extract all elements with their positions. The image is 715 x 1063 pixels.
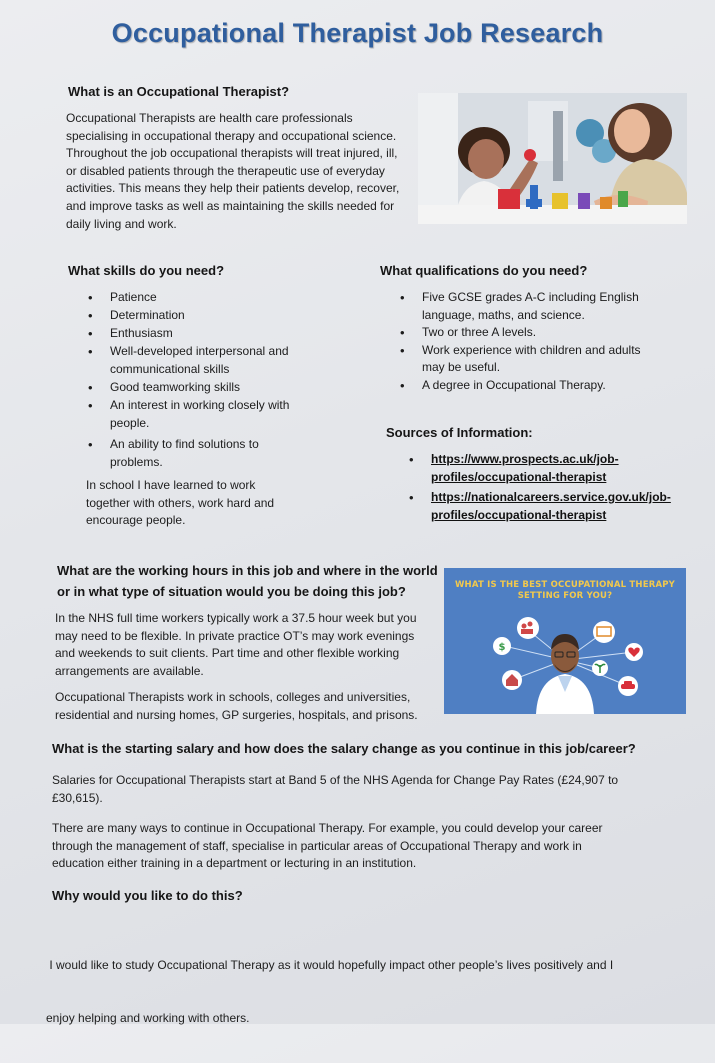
intro-heading: What is an Occupational Therapist? — [68, 84, 290, 99]
list-item: • Enthusiasm — [88, 325, 338, 343]
list-item: • An ability to find solutions to problems. — [88, 436, 338, 471]
source-link-item — [409, 489, 699, 524]
qualifications-heading: What qualifications do you need? — [380, 263, 588, 278]
list-item: • Two or three A levels. — [400, 324, 690, 342]
intro-line: activities. This means they help their patients develop, recover, — [66, 181, 400, 196]
intro-line: Occupational Therapists are health care professionals — [66, 111, 353, 125]
skills-heading: What skills do you need? — [68, 263, 225, 278]
photo-illustration — [418, 93, 687, 224]
sources-heading: Sources of Information: — [386, 425, 533, 440]
workplaces-paragraph: Occupational Therapists work in schools, colleges and universities, residential and nursing homes, GP surgeries, hospitals, and prisons. — [55, 690, 418, 722]
source-link-item — [409, 451, 699, 486]
list-item: • Five GCSE grades A-C including English language, maths, and science. — [400, 289, 690, 324]
plant-icon — [592, 660, 608, 676]
dollar-icon — [493, 637, 511, 655]
house-icon — [502, 670, 522, 690]
school-line: encourage people. — [86, 513, 186, 528]
sources-list — [409, 451, 699, 524]
list-item: • Determination — [88, 307, 338, 325]
career-progression-paragraph: There are many ways to continue in Occupational Therapy. For example, you could develop your career through the management of staff, specialise in particular areas of Occupational Therapy and work in education either training in a department or lecturing in an institution. — [52, 821, 603, 871]
infographic-illustration — [444, 568, 686, 714]
intro-line: specialising in occupational therapy and occupational science. — [66, 128, 397, 143]
svg-text:$: $ — [498, 642, 506, 653]
intro-paragraph — [66, 110, 416, 233]
page-title: Occupational Therapist Job Research — [111, 18, 604, 48]
skills-list — [88, 289, 338, 472]
why-heading: Why would you like to do this? — [52, 888, 243, 903]
people-group-icon — [517, 617, 539, 639]
therapist-child-photo — [418, 93, 687, 224]
car-icon — [618, 676, 638, 696]
presentation-board-icon — [593, 621, 615, 643]
heart-icon — [625, 643, 643, 661]
salary-paragraph: Salaries for Occupational Therapists start at Band 5 of the NHS Agenda for Change Pay Rates (£24,907 to £30,615). — [52, 773, 619, 805]
list-item: • Work experience with children and adults may be useful. — [400, 342, 690, 377]
hours-heading: What are the working hours in this job and where in the world or in what type of situation would you be doing this job? — [57, 563, 438, 599]
intro-line: or disabled patients through the therapeutic use of everyday — [66, 163, 385, 178]
hours-paragraph: In the NHS full time workers typically work a 37.5 hour week but you may need to be flexible. In private practice OT’s may work evenings and weekends to suit clients. Part time and other flexible working arrangements are available. — [55, 611, 417, 678]
source-link[interactable]: • https://www.prospects.ac.uk/job- profiles/occupational-therapist — [431, 452, 619, 484]
list-item: • A degree in Occupational Therapy. — [400, 377, 690, 395]
source-link[interactable]: • https://nationalcareers.service.gov.uk/job- profiles/occupational-therapist — [431, 490, 671, 522]
intro-line: Throughout the job occupational therapists will treat injured, ill, — [66, 146, 398, 161]
infographic-title: WHAT IS THE BEST OCCUPATIONAL THERAPY SETTING FOR YOU? — [454, 580, 676, 601]
intro-line: daily living and work. — [66, 216, 177, 231]
school-paragraph — [86, 477, 336, 530]
intro-line: and improve tasks as well as maintaining the skills needed for — [66, 198, 395, 213]
why-paragraph: I would like to study Occupational Therapy as it would hopefully impact other people’s lives positively and I enjoy helping and working with others. — [46, 958, 614, 1025]
list-item: • Well-developed interpersonal and communicational skills — [88, 343, 338, 378]
school-line: together with others, work hard and — [86, 495, 275, 510]
ot-setting-infographic — [444, 568, 686, 714]
list-item: • An interest in working closely with people. — [88, 397, 338, 432]
salary-heading: What is the starting salary and how does the salary change as you continue in this job/career? — [52, 741, 636, 756]
school-line: In school I have learned to work — [86, 478, 256, 492]
qualifications-list — [400, 289, 690, 395]
list-item: • Good teamworking skills — [88, 379, 338, 397]
list-item: • Patience — [88, 289, 338, 307]
